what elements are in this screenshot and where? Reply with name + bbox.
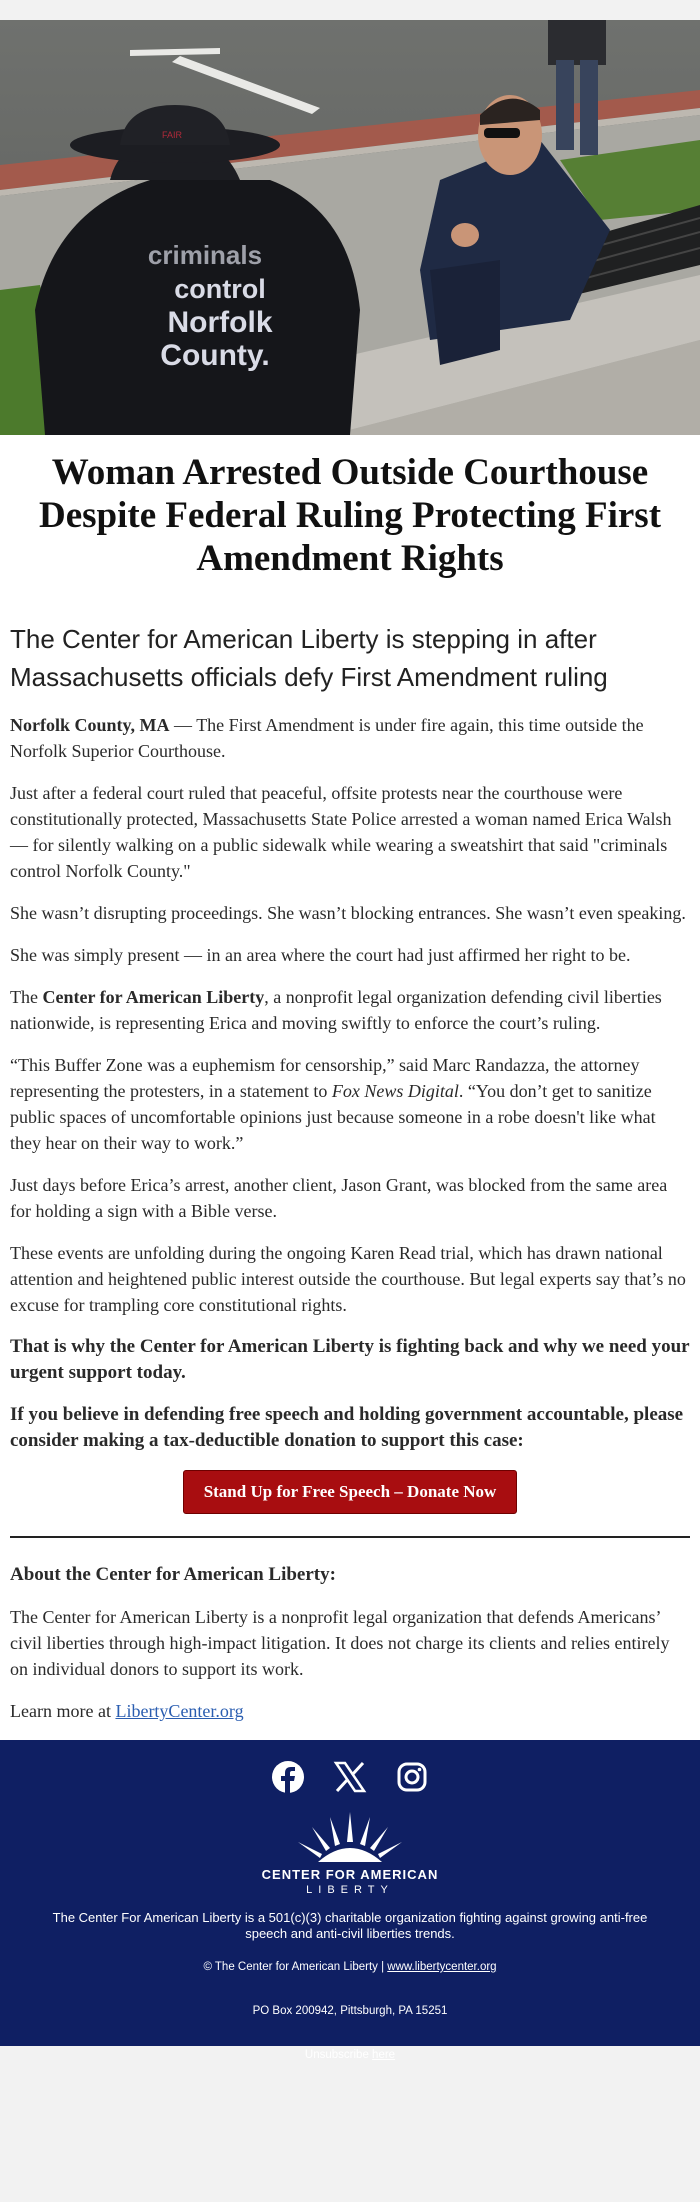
x-icon[interactable]	[333, 1760, 367, 1794]
unsubscribe-label: Unsubscribe	[304, 2049, 373, 2061]
paragraph-4: She was simply present — in an area where the court had just affirmed her right to be.	[10, 945, 631, 965]
appeal-paragraph: That is why the Center for American Liberty is fighting back and why we need your urgent support today.	[10, 1336, 690, 1383]
paragraph-5	[10, 984, 690, 1036]
p5-post: , a nonprofit legal organization defending civil liberties nationwide, is representing Erica and moving swiftly to enforce the court’s ruling.	[10, 987, 662, 1033]
footer-unsubscribe	[20, 2042, 680, 2068]
learn-more	[10, 1698, 690, 1724]
svg-text:County.: County.	[160, 339, 270, 372]
hat-logo: FAIR	[161, 130, 183, 140]
about-text: The Center for American Liberty is a nonprofit legal organization that defends Americans’ civil liberties through high-impact litigation. It does not charge its clients and relies entirely on individual donors to support its work.	[10, 1607, 670, 1679]
divider	[10, 1536, 690, 1538]
website-link[interactable]: www.libertycenter.org	[387, 1961, 497, 1973]
subheadline: The Center for American Liberty is stepping in after Massachusetts officials defy First Amendment ruling	[10, 624, 608, 692]
paragraph-8: These events are unfolding during the ongoing Karen Read trial, which has drawn national attention and heightened public interest outside the courthouse. But legal experts say that’s no excuse for trampling core constitutional rights.	[10, 1243, 686, 1315]
logo-sub: LIBERTY	[306, 1884, 394, 1896]
svg-text:criminals: criminals	[147, 240, 263, 270]
unsubscribe-link[interactable]: here	[372, 2049, 396, 2061]
dateline: Norfolk County, MA	[10, 715, 170, 735]
publication-name: Fox News Digital	[331, 1081, 459, 1101]
paragraph-dateline	[10, 712, 690, 764]
headline: Woman Arrested Outside Courthouse Despite Federal Ruling Protecting First Amendment Rights	[38, 452, 662, 579]
footer	[0, 1740, 700, 2061]
quote-pre: “This Buffer Zone was a euphemism for censorship,” said Marc Randazza, the attorney representing the protesters, in a statement to	[10, 1055, 640, 1101]
sunburst-logo-icon	[290, 1812, 410, 1862]
p5-pre: The	[10, 987, 43, 1007]
donate-button[interactable]: Stand Up for Free Speech – Donate Now	[183, 1470, 518, 1514]
email-container	[0, 20, 700, 2061]
logo-name: CENTER FOR AMERICAN	[261, 1867, 439, 1882]
footer-mission: The Center For American Liberty is a 501(c)(3) charitable organization fighting against growing anti-free speech and anti-civil liberties trends.	[52, 1910, 648, 1941]
svg-text:control: control	[174, 274, 266, 304]
org-name: Center for American Liberty	[42, 987, 265, 1007]
org-logo	[240, 1812, 460, 1896]
dateline-text: — The First Amendment is under fire again, this time outside the Norfolk Superior Courthouse.	[10, 715, 644, 761]
paragraph-3: She wasn’t disrupting proceedings. She wasn’t blocking entrances. She wasn’t even speaking.	[10, 903, 686, 923]
paragraph-quote	[10, 1052, 690, 1156]
cta-wrapper	[10, 1470, 690, 1514]
instagram-icon[interactable]	[395, 1760, 429, 1794]
protest-photo	[0, 20, 700, 435]
paragraph-7: Just days before Erica’s arrest, another client, Jason Grant, was blocked from the same area for holding a sign with a Bible verse.	[10, 1175, 668, 1221]
svg-text:Norfolk: Norfolk	[167, 306, 273, 339]
copyright-text: © The Center for American Liberty |	[203, 1961, 388, 1973]
paragraph-2: Just after a federal court ruled that peaceful, offsite protests near the courthouse were constitutionally protected, Massachusetts State Police arrested a woman named Erica Walsh — for silently walking on a public sidewalk while wearing a sweatshirt that said "criminals control Norfolk County."	[10, 783, 672, 881]
libertycenter-link[interactable]: LibertyCenter.org	[115, 1701, 244, 1721]
learn-more-label: Learn more at	[10, 1701, 116, 1721]
footer-copyright	[20, 1954, 680, 1980]
donation-paragraph: If you believe in defending free speech and holding government accountable, please consider making a tax-deductible donation to support this case:	[10, 1404, 684, 1451]
hero-photo	[0, 20, 700, 435]
quote-post: . “You don’t get to sanitize public spaces of uncomfortable opinions just because someone in a robe doesn't like what they hear on their way to work.”	[10, 1081, 656, 1153]
footer-address: PO Box 200942, Pittsburgh, PA 15251	[252, 2005, 448, 2017]
about-heading: About the Center for American Liberty:	[10, 1564, 336, 1585]
social-links	[20, 1760, 680, 1794]
facebook-icon[interactable]	[271, 1760, 305, 1794]
